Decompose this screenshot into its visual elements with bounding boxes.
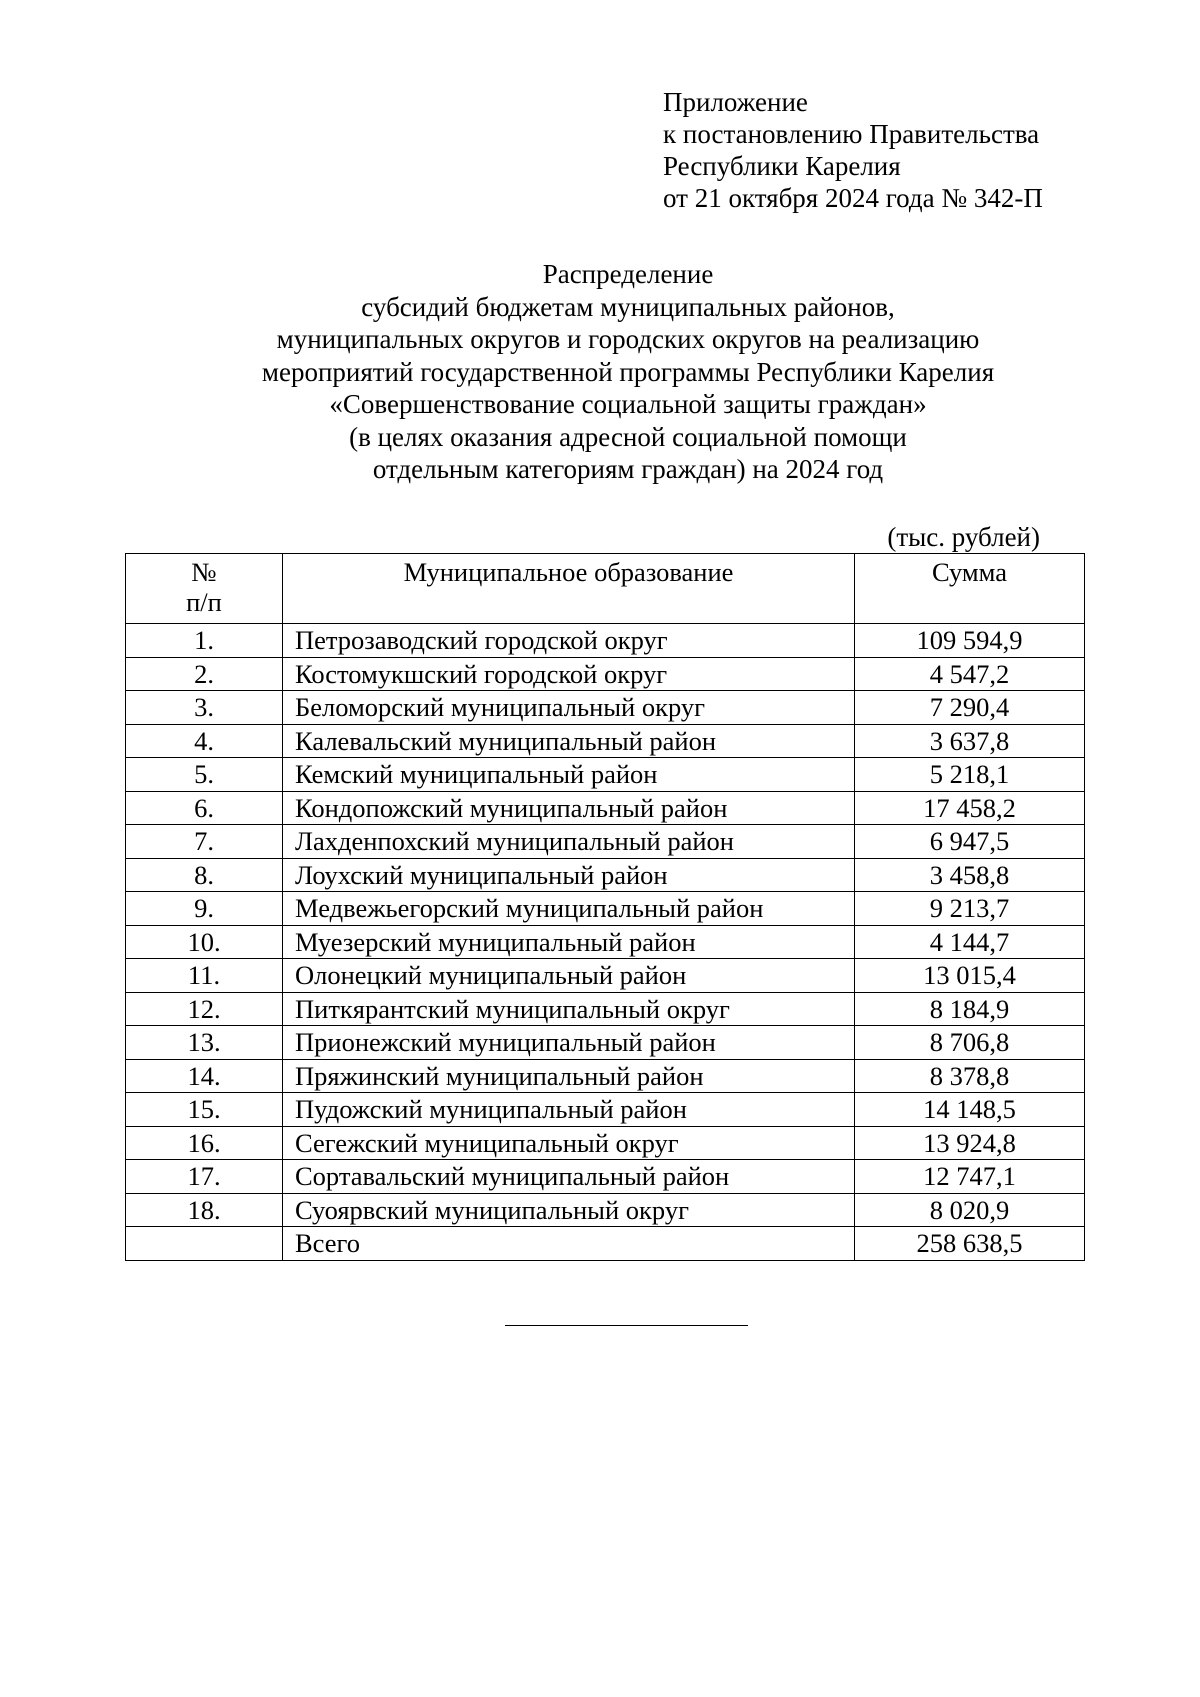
header-number — [126, 554, 283, 624]
appendix-block — [663, 86, 1043, 214]
table-body — [126, 624, 1085, 1261]
row-sum: 3 458,8 — [855, 858, 1085, 892]
table-row — [126, 691, 1085, 725]
total-number — [126, 1227, 283, 1261]
row-sum: 8 378,8 — [855, 1059, 1085, 1093]
row-municipality: Пряжинский муниципальный район — [283, 1059, 855, 1093]
table-row — [126, 657, 1085, 691]
row-number: 12. — [126, 992, 283, 1026]
row-sum: 7 290,4 — [855, 691, 1085, 725]
row-number: 10. — [126, 925, 283, 959]
closing-rule — [505, 1325, 748, 1326]
row-number: 7. — [126, 825, 283, 859]
header-number-line: п/п — [186, 587, 222, 617]
row-number: 9. — [126, 892, 283, 926]
row-sum: 8 020,9 — [855, 1193, 1085, 1227]
table-row — [126, 758, 1085, 792]
title-line: отдельным категориям граждан) на 2024 год — [372, 454, 884, 484]
title-line: муниципальных округов и городских округов на реализацию — [276, 324, 980, 354]
table-row — [126, 959, 1085, 993]
row-municipality: Кондопожский муниципальный район — [283, 791, 855, 825]
table-row — [126, 1026, 1085, 1060]
appendix-line: Республики Карелия — [663, 151, 901, 181]
row-municipality: Кемский муниципальный район — [283, 758, 855, 792]
table-row — [126, 1059, 1085, 1093]
row-municipality: Сортавальский муниципальный район — [283, 1160, 855, 1194]
table-row — [126, 892, 1085, 926]
title-line: «Совершенствование социальной защиты граждан» — [329, 389, 927, 419]
row-municipality: Питкярантский муниципальный округ — [283, 992, 855, 1026]
table-row — [126, 1160, 1085, 1194]
row-sum: 3 637,8 — [855, 724, 1085, 758]
row-sum: 8 184,9 — [855, 992, 1085, 1026]
title-line: (в целях оказания адресной социальной помощи — [349, 421, 907, 452]
units-label: (тыс. рублей) — [887, 522, 1040, 552]
table-row — [126, 825, 1085, 859]
table-row — [126, 624, 1085, 658]
row-number: 16. — [126, 1126, 283, 1160]
row-number: 18. — [126, 1193, 283, 1227]
row-sum: 17 458,2 — [855, 791, 1085, 825]
row-municipality: Суоярвский муниципальный округ — [283, 1193, 855, 1227]
header-number-line: № — [191, 557, 217, 587]
row-number: 8. — [126, 858, 283, 892]
table-header-row — [126, 554, 1085, 624]
table-row — [126, 1126, 1085, 1160]
row-number: 3. — [126, 691, 283, 725]
table-row — [126, 992, 1085, 1026]
row-sum: 8 706,8 — [855, 1026, 1085, 1060]
row-municipality: Муезерский муниципальный район — [283, 925, 855, 959]
row-number: 11. — [126, 959, 283, 993]
table-row — [126, 724, 1085, 758]
row-sum: 109 594,9 — [855, 624, 1085, 658]
row-municipality: Прионежский муниципальный район — [283, 1026, 855, 1060]
row-municipality: Лоухский муниципальный район — [283, 858, 855, 892]
row-number: 14. — [126, 1059, 283, 1093]
title-line: мероприятий государственной программы Республики Карелия — [261, 356, 995, 387]
document-title — [0, 258, 1200, 486]
row-municipality: Беломорский муниципальный округ — [283, 691, 855, 725]
row-sum: 13 015,4 — [855, 959, 1085, 993]
row-number: 1. — [126, 624, 283, 658]
appendix-line: от 21 октября 2024 года № 342-П — [663, 183, 1043, 213]
row-municipality: Костомукшский городской округ — [283, 657, 855, 691]
row-municipality: Медвежьегорский муниципальный район — [283, 892, 855, 926]
total-sum: 258 638,5 — [855, 1227, 1085, 1261]
row-sum: 6 947,5 — [855, 825, 1085, 859]
row-sum: 5 218,1 — [855, 758, 1085, 792]
row-sum: 14 148,5 — [855, 1093, 1085, 1127]
appendix-line: Приложение — [663, 87, 808, 117]
distribution-table — [125, 553, 1085, 1261]
total-row — [126, 1227, 1085, 1261]
row-municipality: Олонецкий муниципальный район — [283, 959, 855, 993]
row-municipality: Калевальский муниципальный район — [283, 724, 855, 758]
title-line: субсидий бюджетам муниципальных районов, — [361, 291, 895, 322]
title-line: Распределение — [542, 259, 714, 289]
row-number: 13. — [126, 1026, 283, 1060]
row-sum: 13 924,8 — [855, 1126, 1085, 1160]
row-number: 17. — [126, 1160, 283, 1194]
row-sum: 9 213,7 — [855, 892, 1085, 926]
header-municipality: Муниципальное образование — [283, 554, 855, 624]
row-number: 4. — [126, 724, 283, 758]
table-row — [126, 858, 1085, 892]
row-municipality: Сегежский муниципальный округ — [283, 1126, 855, 1160]
row-number: 15. — [126, 1093, 283, 1127]
row-number: 6. — [126, 791, 283, 825]
row-number: 2. — [126, 657, 283, 691]
table-row — [126, 1193, 1085, 1227]
row-sum: 12 747,1 — [855, 1160, 1085, 1194]
row-sum: 4 547,2 — [855, 657, 1085, 691]
total-label: Всего — [283, 1227, 855, 1261]
row-municipality: Лахденпохский муниципальный район — [283, 825, 855, 859]
row-number: 5. — [126, 758, 283, 792]
header-sum: Сумма — [855, 554, 1085, 624]
row-municipality: Пудожский муниципальный район — [283, 1093, 855, 1127]
appendix-line: к постановлению Правительства — [663, 119, 1040, 149]
table-row — [126, 791, 1085, 825]
table-row — [126, 1093, 1085, 1127]
row-municipality: Петрозаводский городской округ — [283, 624, 855, 658]
table-row — [126, 925, 1085, 959]
row-sum: 4 144,7 — [855, 925, 1085, 959]
